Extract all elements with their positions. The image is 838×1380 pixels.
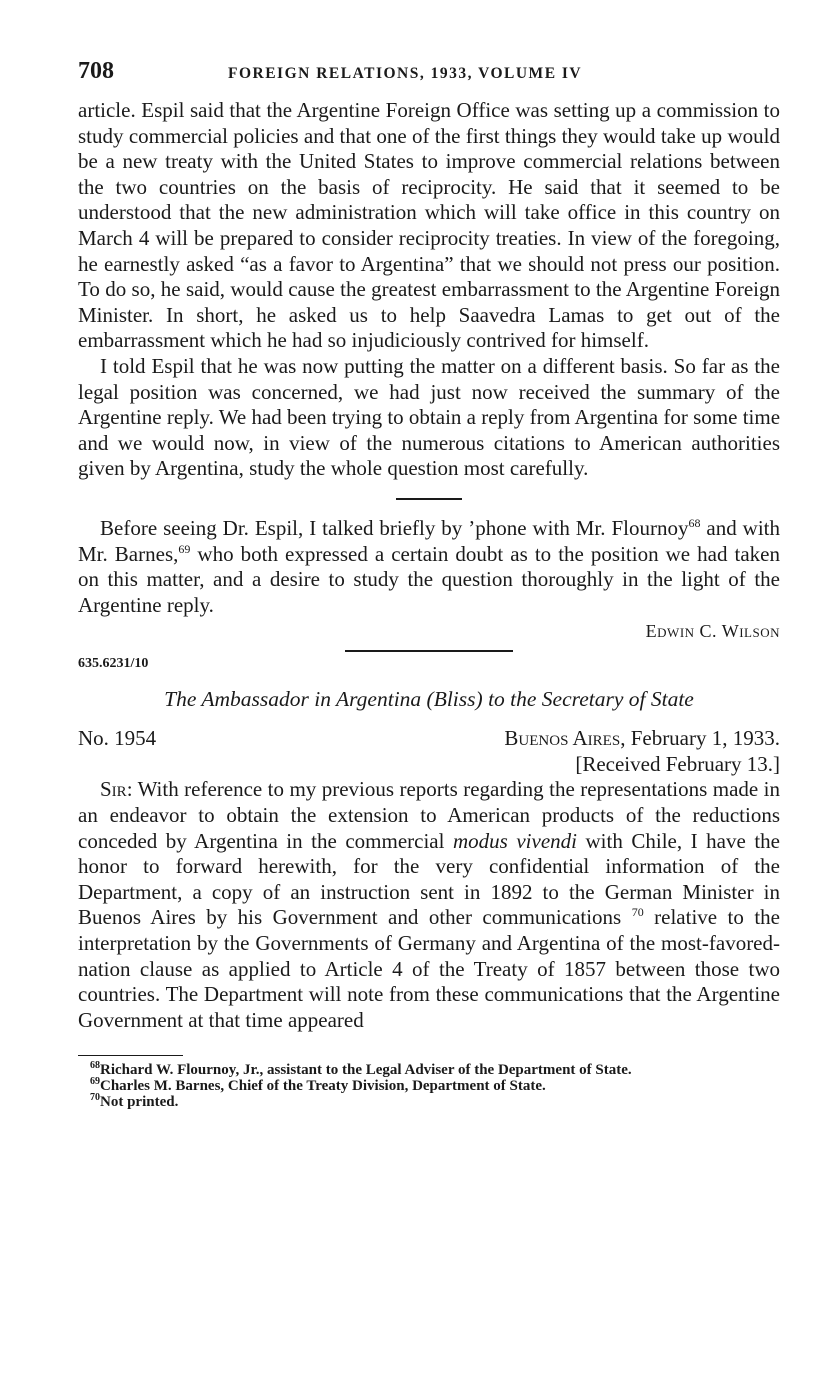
document-page xyxy=(78,58,780,1110)
document-title: The Ambassador in Argentina (Bliss) to the Secretary of State xyxy=(164,687,694,712)
letter-body: Sir: With reference to my previous reports regarding the representations made in an endeavor to obtain the extension to American products of the reductions conceded by Argentina in the commercial modus vivendi with Chile, I have the honor to forward herewith, for the very confidential information of the Department, a copy of an instruction sent in 1892 to the German Minister in Buenos Aires by his Government and other communications $^{70}$ relative to the interpretation by the Governments of Germany and Argentina of the most-favored-nation clause as applied to Article 4 of the Treaty of 1857 between those two countries. The Department will note from these communications that the Argentine Government at that time appeared xyxy=(78,777,780,1032)
footnote-70: $^{70}$Not printed. xyxy=(90,1092,179,1111)
footnote-ref-69[interactable]: 69 xyxy=(178,541,191,556)
signature: Edwin C. Wilson xyxy=(645,621,780,642)
footnote-ref-70[interactable]: 70 xyxy=(631,905,644,920)
footnote-divider xyxy=(78,1055,183,1056)
footnote-68: $^{68}$Richard W. Flournoy, Jr., assistant to the Legal Adviser of the Department of State. xyxy=(90,1060,632,1079)
running-title: FOREIGN RELATIONS, 1933, VOLUME IV xyxy=(228,65,583,82)
footnote-69: $^{69}$Charles M. Barnes, Chief of the Treaty Division, Department of State. xyxy=(90,1076,546,1095)
paragraph-espil-reply: I told Espil that he was now putting the matter on a different basis. So far as the legal position was concerned, we had just now received the summary of the Argentine reply. We had been trying to obtain a reply from Argentina for some time and we would now, in view of the numerous citations to American authorities given by Argentina, study the whole question most carefully. xyxy=(78,353,781,481)
place-date: Buenos Aires, February 1, 1933. xyxy=(504,726,780,751)
footnote-ref-68[interactable]: 68 xyxy=(688,515,701,530)
place: Buenos Aires xyxy=(504,726,621,751)
document-divider xyxy=(345,650,513,652)
page-number: 708 xyxy=(78,58,114,84)
paragraph-continuation: article. Espil said that the Argentine Foreign Office was setting up a commission to study commercial policies and that one of the first things they would take up would be a new treaty with the United States to improve commercial relations between the two countries on the basis of reciprocity. He said that it seemed to be understood that the new administration which will take office in this country on March 4 will be prepared to consider reciprocity treaties. In view of the foregoing, he earnestly asked “as a favor to Argentina” that we should not press our position. To do so, he said, would cause the greatest embarrassment to the Argentine Foreign Minister. In short, he asked us to help Saavedra Lamas to get out of the embarrassment which he had so injudiciously contrived for himself. xyxy=(78,98,780,353)
paragraph-before-seeing: Before seeing Dr. Espil, I talked briefly by ’phone with Mr. Flournoy$^{68}$ and with Mr. Barnes,$^{69}$ who both expressed a certain doubt as to the position we had taken on this matter, and a desire to study the question thoroughly in the light of the Argentine reply. xyxy=(78,515,780,617)
page-header xyxy=(78,58,780,98)
received-date: [Received February 13.] xyxy=(575,751,780,776)
dateline xyxy=(78,726,780,752)
section-divider xyxy=(396,498,462,500)
salutation: Sir xyxy=(100,777,127,802)
despatch-number: No. 1954 xyxy=(78,726,157,751)
file-number: 635.6231/10 xyxy=(78,656,149,672)
